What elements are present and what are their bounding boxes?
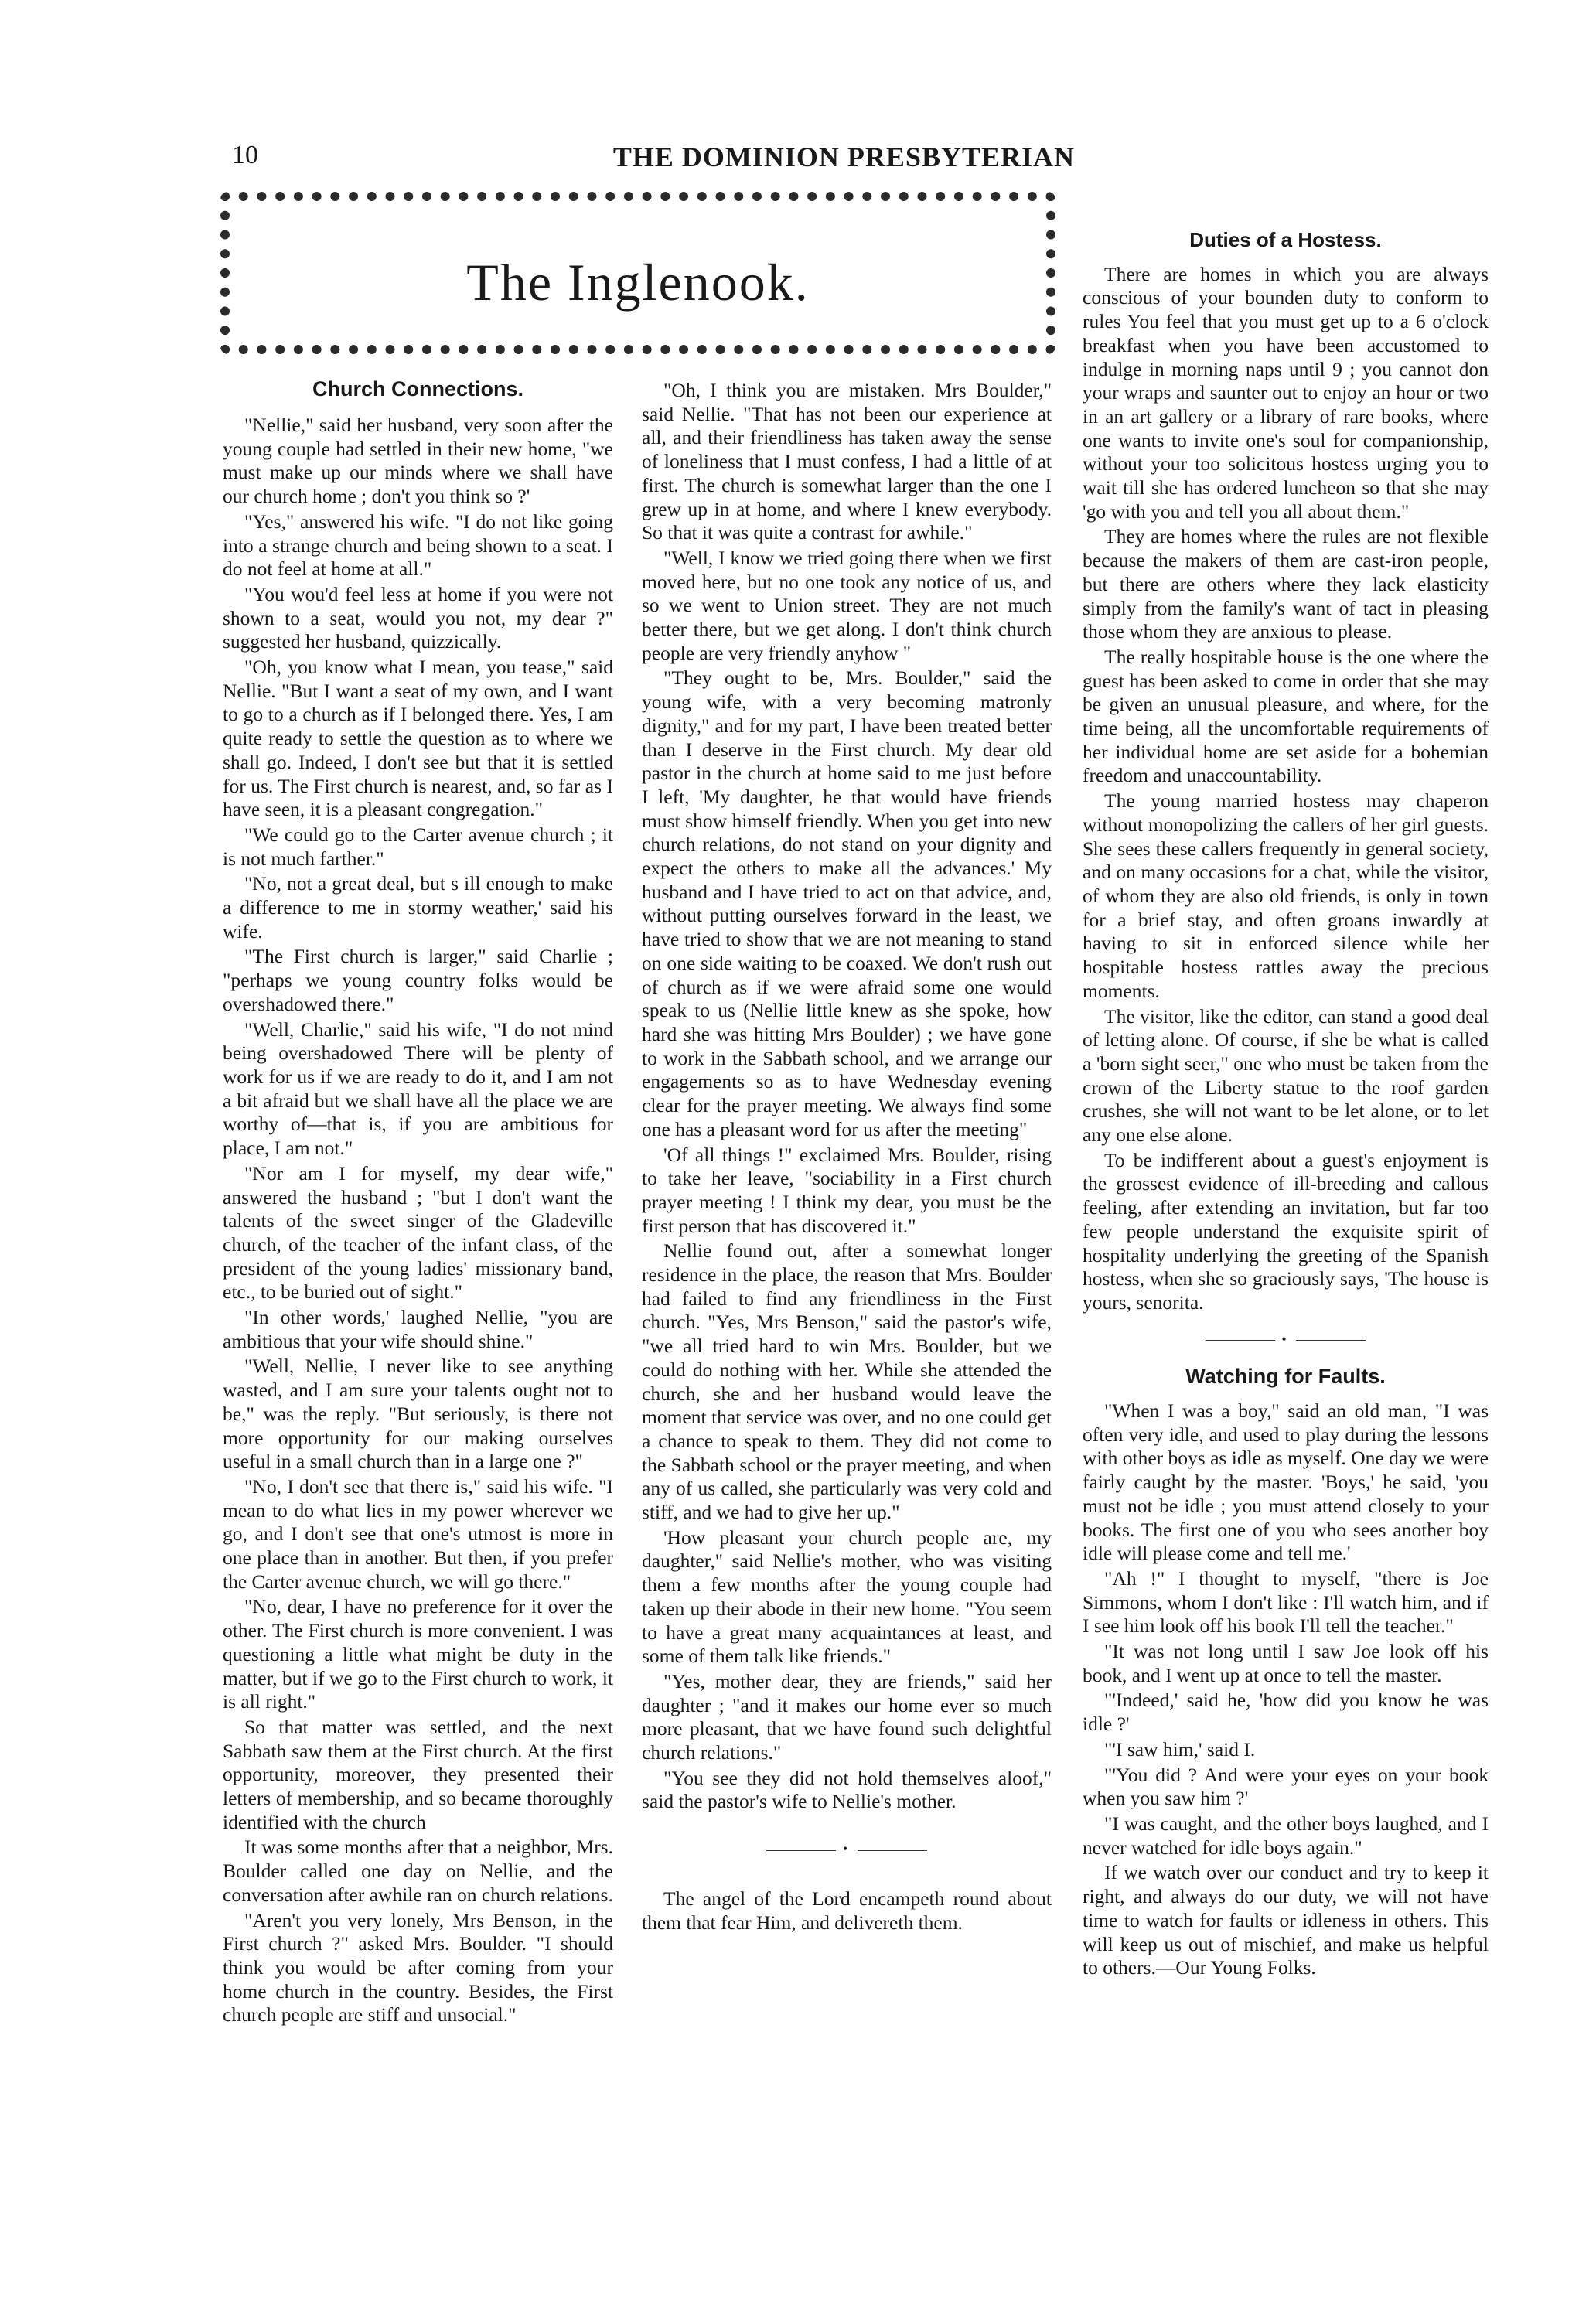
paragraph: To be indifferent about a guest's enjoyment is the grossest evidence of ill-breeding and callous feeling, after extending an invitation, but far too few people understand the exquisite spirit of hospitality underlying the greeting of the Spanish hostess, when she so graciously says, 'The house is yours, senorita.	[1083, 1148, 1489, 1314]
article-title-duties-of-a-hostess: Duties of a Hostess.	[1189, 228, 1382, 251]
paragraph: "Oh, you know what I mean, you tease," said Nellie. "But I want a seat of my own, and I want to go to a church as if I belonged there. Yes, I am quite ready to settle the question as to where we shall go. Indeed, I don't see but that it is settled for us. The First church is nearest, and, so far as I have seen, it is a pleasant congregation."	[223, 656, 613, 821]
column-1	[223, 414, 613, 2029]
paragraph: The visitor, like the editor, can stand a good deal of letting alone. Of course, if she be what is called a 'born sight seer," one who must be taken from the crown of the Liberty statue to the roof garden crushes, she will not want to be let alone, or to let any one else alone.	[1083, 1004, 1489, 1147]
paragraph: So that matter was settled, and the next Sabbath saw them at the First church. At the first opportunity, moreover, they presented their letters of membership, and so became thoroughly identified with the church	[223, 1715, 613, 1833]
paragraph: "'I saw him,' said I.	[1104, 1737, 1256, 1761]
paragraph: "Nellie," said her husband, very soon after the young couple had settled in their new home, "we must make up our minds where we shall have our church home ; don't you think so ?'	[223, 414, 613, 508]
paragraph: "No, not a great deal, but s ill enough to make a difference to me in stormy weather,' said his wife.	[223, 872, 613, 943]
paragraph: "'You did ? And were your eyes on your book when you saw him ?'	[1083, 1763, 1489, 1810]
article-title-watching-for-faults: Watching for Faults.	[1185, 1365, 1386, 1389]
page-header	[224, 141, 1075, 179]
paragraph: "Yes, mother dear, they are friends," said her daughter ; "and it makes our home ever so much more pleasant, that we have found such delightful church relations."	[642, 1669, 1052, 1764]
paragraph: "No, I don't see that there is," said his wife. "I mean to do what lies in my power wherever we go, and I don't see that one's utmost is more in one place than in another. But then, if you prefer the Carter avenue church, we will go there."	[223, 1474, 613, 1593]
paragraph: "We could go to the Carter avenue church ; it is not much farther."	[223, 823, 613, 870]
paragraph: "When I was a boy," said an old man, "I was often very idle, and used to play during the lessons with other boys as idle as myself. One day we were fairly caught by the master. 'Boys,' he said, 'you must not be idle ; you must attend closely to your books. The first one of you who sees another boy idle will please come and tell me.'	[1083, 1399, 1489, 1565]
column-3	[1083, 228, 1489, 1982]
paragraph: "Aren't you very lonely, Mrs Benson, in the First church ?" asked Mrs. Boulder. "I should think you would be after coming from your home church in the country. Besides, the First church people are stiff and unsocial."	[223, 1908, 613, 2027]
section-divider: •	[1083, 1328, 1489, 1352]
paragraph: "You wou'd feel less at home if you were not shown to a seat, would you not, my dear ?" suggested her husband, quizzically.	[223, 582, 613, 653]
article-title-church-connections: Church Connections.	[312, 377, 523, 401]
paragraph: "'Indeed,' said he, 'how did you know he was idle ?'	[1083, 1689, 1489, 1736]
paragraph: "Ah !" I thought to myself, "there is Joe Simmons, whom I don't like : I'll watch him, and if I see him look off his book I'll tell the teacher."	[1083, 1566, 1489, 1638]
paragraph: "They ought to be, Mrs. Boulder," said the young wife, with a very becoming matronly dignity," and for my part, I have been treated better than I deserve in the First church. My dear old pastor in the church at home said to me just before I left, 'My daughter, he that would have friends must show himself friendly. When you get into new church relations, do not stand on your dignity and expect the others to make all the advances.' My husband and I have tried to act on that advice, and, without putting ourselves forward in the least, we have tried to show that we are not meaning to stand on one side waiting to be coaxed. We don't rush out of church as if we were afraid some one would speak to us (Nellie little knew as she spoke, how hard she was hitting Mrs Boulder) ; we have gone to work in the Sabbath school, and we arrange our engagements so as to have Wednesday evening clear for the prayer meeting. We always find some one has a pleasant word for us after the meeting"	[642, 666, 1052, 1140]
section-banner	[220, 192, 1055, 354]
paragraph: "The First church is larger," said Charlie ; "perhaps we young country folks would be overshadowed there."	[223, 945, 613, 1015]
paragraph: It was some months after that a neighbor, Mrs. Boulder called one day on Nellie, and the conversation after awhile ran on church relations.	[223, 1836, 613, 1906]
paragraph: "In other words,' laughed Nellie, "you are ambitious that your wife should shine."	[223, 1306, 613, 1352]
paragraph: "You see they did not hold themselves aloof," said the pastor's wife to Nellie's mother.	[642, 1766, 1052, 1813]
paragraph: "Oh, I think you are mistaken. Mrs Boulder," said Nellie. "That has not been our experience at all, and their friendliness has taken away the sense of loneliness that I must confess, I had a little of at first. The church is somewhat larger than the one I grew up in at home, and where I knew everybody. So that it was quite a contrast for awhile."	[642, 379, 1052, 544]
paragraph: "It was not long until I saw Joe look off his book, and I went up at once to tell the master.	[1083, 1640, 1489, 1686]
publication-title: THE DOMINION PRESBYTERIAN	[612, 141, 1075, 172]
section-divider: •	[642, 1837, 1052, 1861]
paragraph: "Well, Charlie," said his wife, "I do not mind being overshadowed There will be plenty of work for us if we are ready to do it, and I am not a bit afraid but we shall have all the place we are worthy of—that is, if you are ambitious for place, I am not."	[223, 1018, 613, 1160]
page-number: 10	[232, 141, 258, 169]
paragraph: "No, dear, I have no preference for it over the other. The First church is more convenient. I was questioning a little what might be duty in the matter, but if we go to the First church to work, it is all right."	[223, 1595, 613, 1713]
paragraph: "Well, Nellie, I never like to see anything wasted, and I am sure your talents ought not to be," was the reply. "But seriously, is there not more opportunity for our making ourselves useful in a small church than in a large one ?"	[223, 1355, 613, 1473]
banner-title: The Inglenook.	[466, 253, 810, 312]
paragraph: "I was caught, and the other boys laughed, and I never watched for idle boys again."	[1083, 1812, 1489, 1859]
paragraph: "Yes," answered his wife. "I do not like going into a strange church and being shown to a seat. I do not feel at home at all."	[223, 510, 613, 581]
paragraph: 'Of all things !" exclaimed Mrs. Boulder, rising to take her leave, "sociability in a First church prayer meeting ! I think my dear, you must be the first person that has discovered it."	[642, 1143, 1052, 1237]
paragraph: Nellie found out, after a somewhat longer residence in the place, the reason that Mrs. Boulder had failed to find any friendliness in the First church. "Yes, Mrs Benson," said the pastor's wife, "we all tried hard to win Mrs. Boulder, but we could do nothing with her. While she attended the church, she and her husband would leave the moment that service was over, and no one could get a chance to speak to them. They did not come to the Sabbath school or the prayer meeting, and when any of us called, she particularly was very cold and stiff, and we had to give her up."	[642, 1239, 1052, 1524]
paragraph: The young married hostess may chaperon without monopolizing the callers of her girl guests. She sees these callers frequently in general society, and on many occasions for a chat, while the visitor, of whom they are also old friends, is only in town for a brief stay, and often groans inwardly at having to sit in enforced silence while her hospitable hostess rattles away the precious moments.	[1083, 789, 1489, 1002]
paragraph: There are homes in which you are always conscious of your bounden duty to conform to rules You feel that you must get up to a 6 o'clock breakfast when you have been accustomed to indulge in morning naps until 9 ; you cannot don your wraps and saunter out to enjoy an hour or two in an art gallery or a library of rare books, where one wants to invite one's soul for companionship, without your too solicitous hostess urging you to wait till she has ordered luncheon so that she may 'go with you and tell you all about them."	[1083, 262, 1489, 523]
paragraph: "Well, I know we tried going there when we first moved here, but no one took any notice of us, and so we went to Union street. They are not much better there, but we get along. I don't think church people are very friendly anyhow "	[642, 546, 1052, 664]
column-2	[642, 379, 1052, 1936]
bible-verse: The angel of the Lord encampeth round about them that fear Him, and delivereth them.	[642, 1887, 1052, 1934]
paragraph: The really hospitable house is the one where the guest has been asked to come in order that she may be given an unusual pleasure, and where, for the time being, all the uncomfortable requirements of her individual home are set aside for a bohemian freedom and unaccountability.	[1083, 645, 1489, 787]
paragraph: "Nor am I for myself, my dear wife," answered the husband ; "but I don't want the talents of the sweet singer of the Gladeville church, of the teacher of the infant class, of the president of the young ladies' missionary band, etc., to be buried out of sight."	[223, 1161, 613, 1304]
paragraph: They are homes where the rules are not flexible because the makers of them are cast-iron people, but there are others where they lack elasticity simply from the family's want of tact in pleasing those whom they are anxious to please.	[1083, 525, 1489, 643]
paragraph: If we watch over our conduct and try to keep it right, and always do our duty, we will not have time to watch for faults or idleness in others. This will keep us out of mischief, and make us helpful to others.—Our Young Folks.	[1083, 1861, 1489, 1979]
paragraph: 'How pleasant your church people are, my daughter," said Nellie's mother, who was visiting them a few months after the young couple had taken up their abode in their new home. "You seem to have a great many acquaintances at least, and some of them talk like friends."	[642, 1525, 1052, 1668]
